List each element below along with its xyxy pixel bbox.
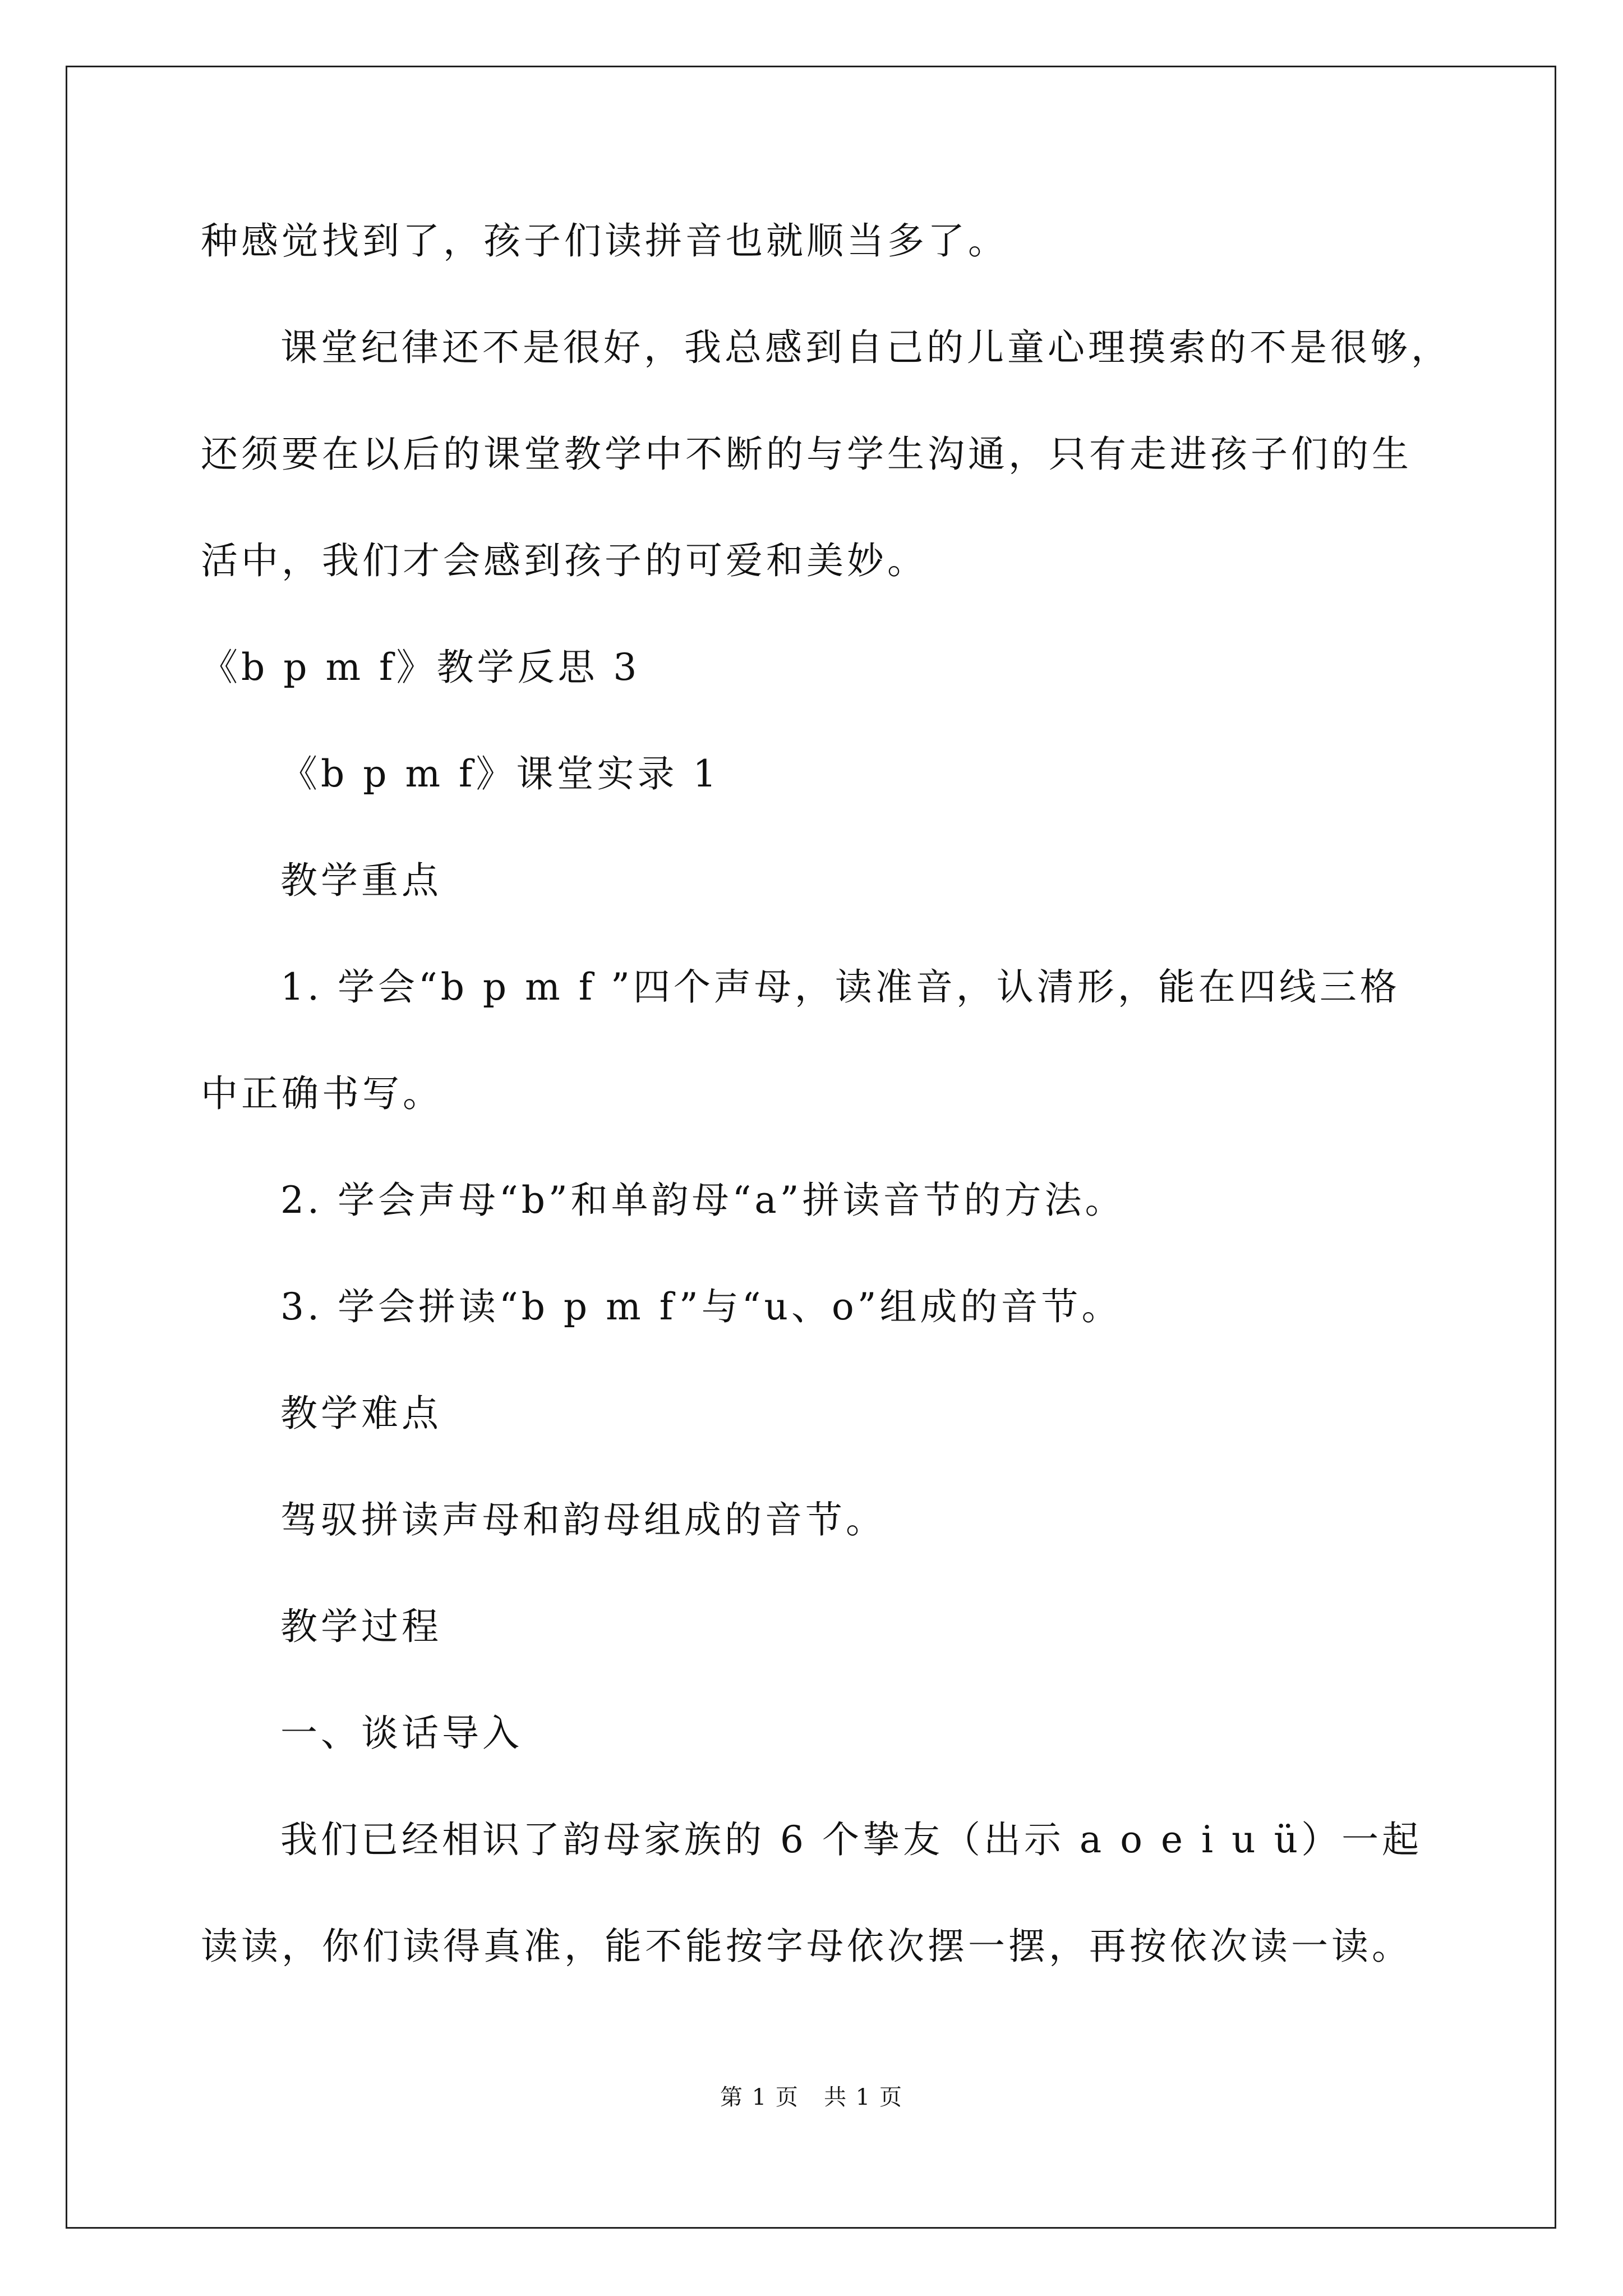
page-border: [66, 66, 1556, 2229]
section-label: 教学过程: [280, 1605, 442, 1648]
section-heading: 《b p m f》教学反思 3: [201, 646, 640, 689]
paragraph-line: 种感觉找到了，孩子们读拼音也就顺当多了。: [201, 219, 1008, 263]
list-item: 1. 学会“b p m f ”四个声母，读准音，认清形，能在四线三格: [280, 965, 1400, 1009]
paragraph-line: 驾驭拼读声母和韵母组成的音节。: [280, 1498, 886, 1542]
paragraph-line: 读读，你们读得真准，能不能按字母依次摆一摆，再按依次读一读。: [201, 1925, 1412, 1968]
section-label: 教学重点: [280, 859, 442, 902]
paragraph-line: 活中，我们才会感到孩子的可爱和美妙。: [201, 539, 928, 582]
section-label: 教学难点: [280, 1392, 442, 1435]
subsection-heading: 《b p m f》课堂实录 1: [280, 752, 720, 795]
step-heading: 一、谈话导入: [280, 1711, 523, 1755]
paragraph-line: 还须要在以后的课堂教学中不断的与学生沟通，只有走进孩子们的生: [201, 432, 1412, 476]
paragraph-line: 我们已经相识了韵母家族的 6 个挚友（出示 a o e i u ü）一起: [280, 1818, 1423, 1861]
list-item: 3. 学会拼读“b p m f”与“u、o”组成的音节。: [280, 1285, 1122, 1328]
page-number-footer: 第 1 页 共 1 页: [720, 2085, 903, 2110]
paragraph-line: 课堂纪律还不是很好，我总感到自己的儿童心理摸索的不是很够，: [280, 326, 1451, 369]
list-item: 2. 学会声母“b”和单韵母“a”拼读音节的方法。: [280, 1179, 1126, 1222]
list-item-continuation: 中正确书写。: [201, 1072, 443, 1115]
